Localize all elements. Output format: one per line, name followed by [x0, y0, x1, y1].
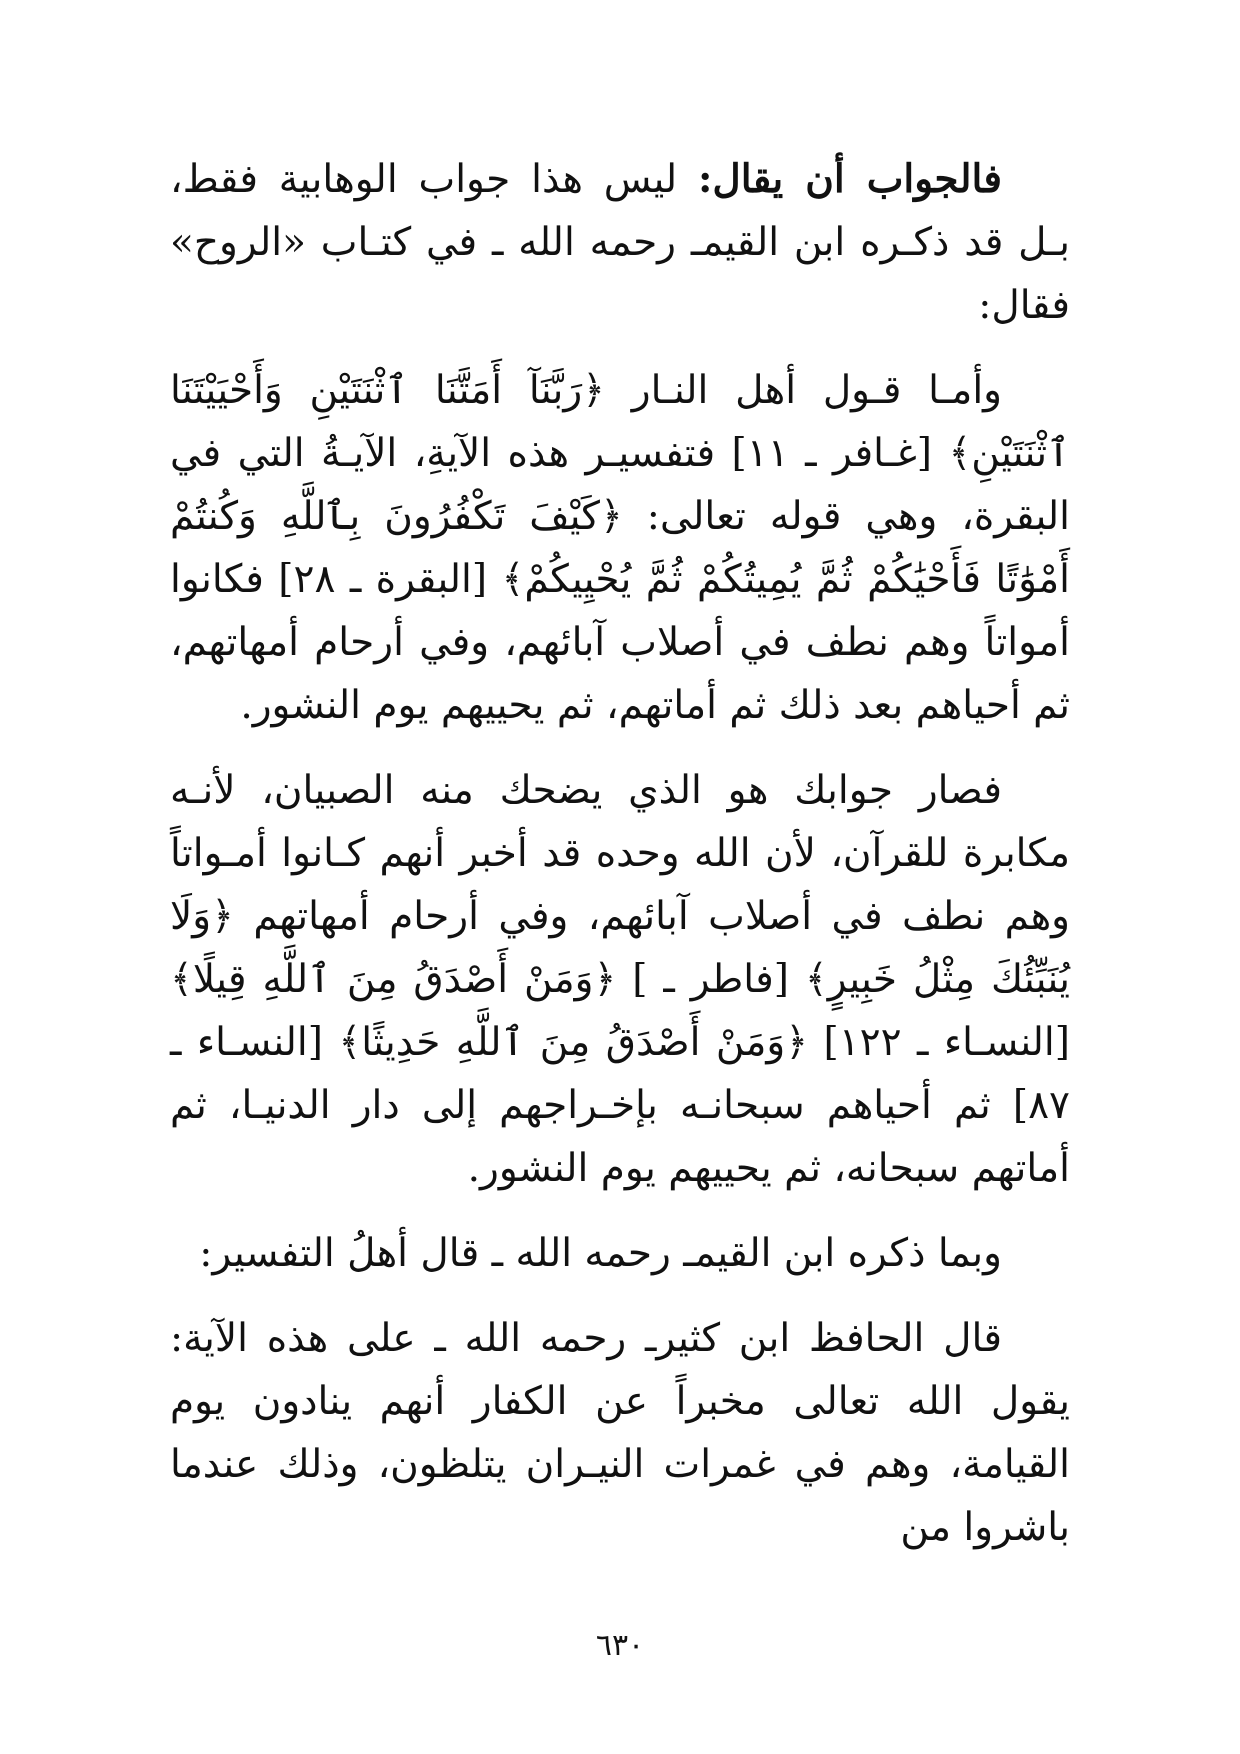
paragraph-quote-ibn-qayyim: وأمـا قـول أهل النـار ﴿رَبَّنَآ أَمَتَّنَا ٱثْنَتَيْنِ وَأَحْيَيْتَنَا ٱثْنَتَيْنِ﴾ [غـافر ـ ١١] فتفسيـر هذه الآيةِ، الآيـةُ التي في البقرة، وهي قوله تعالى: ﴿كَيْفَ تَكْفُرُونَ بِٱللَّهِ وَكُنتُمْ أَمْوَٰتًا فَأَحْيَٰكُمْ ثُمَّ يُمِيتُكُمْ ثُمَّ يُحْيِيكُمْ﴾ [البقرة ـ ٢٨] فكانوا أمواتاً وهم نطف في أصلاب آبائهم، وفي أرحام أمهاتهم، ثم أحياهم بعد ذلك ثم أماتهم، ثم يحييهم يوم النشور.	[170, 368, 1071, 728]
paragraph-rebuttal: فصار جوابك هو الذي يضحك منه الصبيان، لأنـه مكابرة للقرآن، لأن الله وحده قد أخبر أنهم كـانوا أمـواتاً وهم نطف في أصلاب آبائهم، وفي أرحام أمهاتهم ﴿وَلَا يُنَبِّئُكَ مِثْلُ خَبِيرٍ﴾ [فاطر ـ ] ﴿وَمَنْ أَصْدَقُ مِنَ ٱللَّهِ قِيلًا﴾ [النسـاء ـ ١٢٢] ﴿وَمَنْ أَصْدَقُ مِنَ ٱللَّهِ حَدِيثًا﴾ [النسـاء ـ ٨٧] ثم أحياهم سبحانـه بإخـراجهم إلى دار الدنيـا، ثم أماتهم سبحانه، ثم يحييهم يوم النشور.	[170, 768, 1070, 1191]
answer-lead: فالجواب أن يقال:	[698, 156, 1002, 202]
paragraph-tafsir-intro: وبما ذكره ابن القيمـ رحمه الله ـ قال أهلُ التفسير:	[199, 1231, 1002, 1276]
paragraph-answer	[170, 148, 1070, 337]
page-body-text	[170, 148, 1070, 1559]
answer-text: ليس هذا جواب الوهابية فقط، بـل قد ذكـره ابن القيمـ رحمه الله ـ في كتـاب «الروح» فقال:	[170, 157, 1070, 328]
paragraph-ibn-kathir: قال الحافظ ابن كثيرـ رحمه الله ـ على هذه الآية: يقول الله تعالى مخبراً عن الكفار أنهم ينادون يوم القيامة، وهم في غمرات النيـران يتلظون، وذلك عندما باشروا من	[170, 1316, 1070, 1550]
page-number: ٦٣٠	[595, 1628, 645, 1663]
